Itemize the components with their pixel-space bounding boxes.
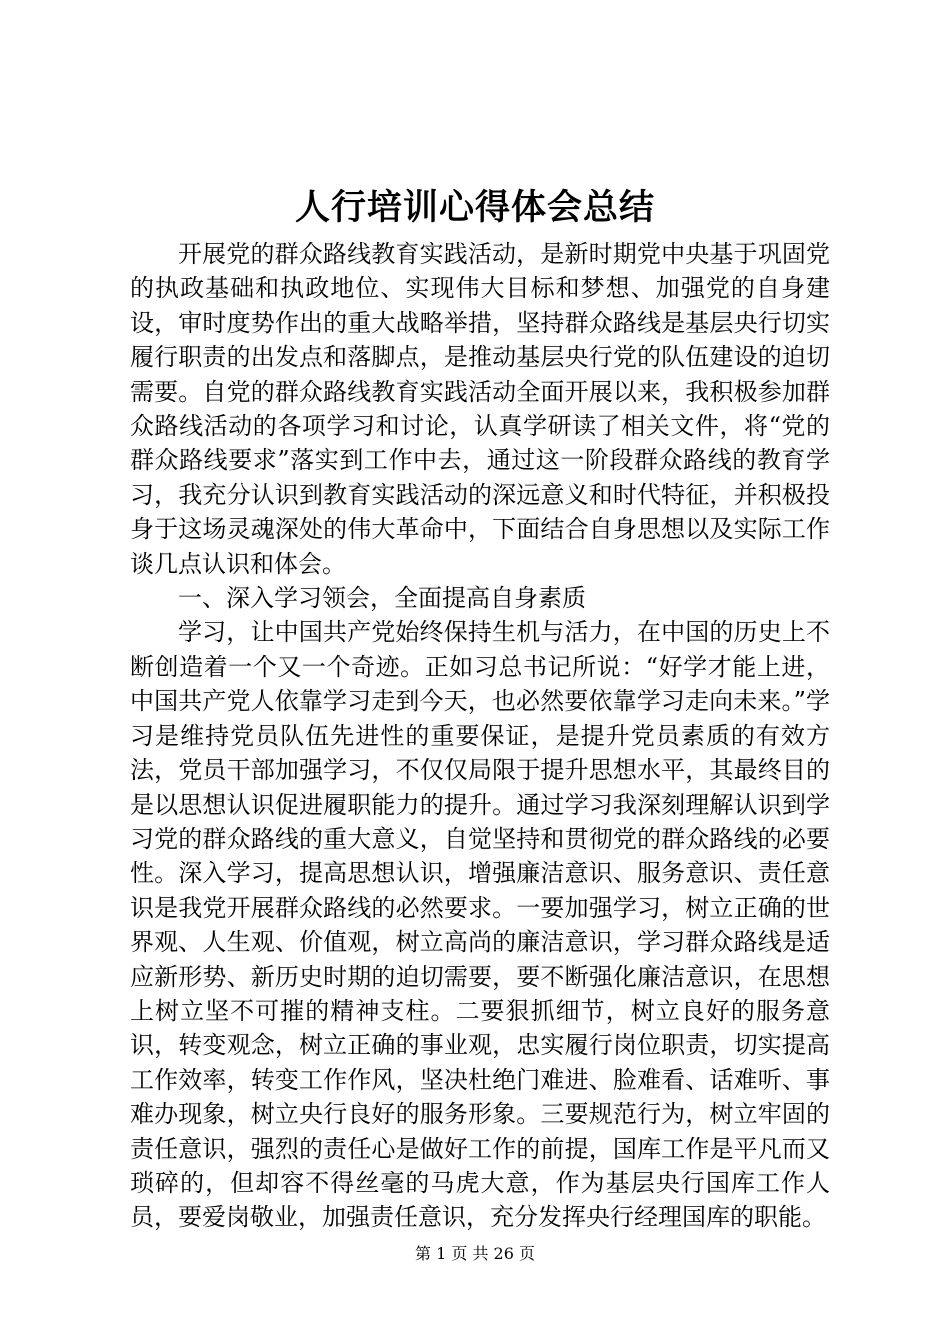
section-heading: 一、深入学习领会，全面提高自身素质: [178, 584, 586, 613]
intro-paragraph: 开展党的群众路线教育实践活动，是新时期党中央基于巩固党的执政基础和执政地位、实现伟大目标和梦想、加强党的自身建设，审时度势作出的重大战略举措，坚持群众路线是基层央行切实履行职责的出发点和落脚点，是推动基层央行党的队伍建设的迫切需要。自党的群众路线教育实践活动全面开展以来，我积极参加群众路线活动的各项学习和讨论，认真学研读了相关文件，将“党的群众路线要求”落实到工作中去，通过这一阶段群众路线的教育学习，我充分认识到教育实践活动的深远意义和时代特征，并积极投身于这场灵魂深处的伟大革命中，下面结合自身思想以及实际工作谈几点认识和体会。: [130, 240, 830, 578]
body-paragraph: 学习，让中国共产党始终保持生机与活力，在中国的历史上不断创造着一个又一个奇迹。正如习总书记所说：“好学才能上进，中国共产党人依靠学习走到今天，也必然要依靠学习走向未来。”学习是维持党员队伍先进性的重要保证，是提升党员素质的有效方法，党员干部加强学习，不仅仅局限于提升思想水平，其最终目的是以思想认识促进履职能力的提升。通过学习我深刻理解认识到学习党的群众路线的重大意义，自觉坚持和贯彻党的群众路线的必要性。深入学习，提高思想认识，增强廉洁意识、服务意识、责任意识是我党开展群众路线的必然要求。一要加强学习，树立正确的世界观、人生观、价值观，树立高尚的廉洁意识，学习群众路线是适应新形势、新历史时期的迫切需要，要不断强化廉洁意识，在思想上树立坚不可摧的精神支柱。二要狠抓细节，树立良好的服务意识，转变观念，树立正确的事业观，忠实履行岗位职责，切实提高工作效率，转变工作作风，坚决杜绝门难进、脸难看、话难听、事难办现象，树立央行良好的服务形象。三要规范行为，树立牢固的责任意识，强烈的责任心是做好工作的前提，国库工作是平凡而又琐碎的，但却容不得丝毫的马虎大意，作为基层央行国库工作人员，要爱岗敬业，加强责任意识，充分发挥央行经理国库的职能。: [130, 618, 830, 1232]
page-number-footer: 第 1 页 共 26 页: [415, 1244, 535, 1263]
document-title: 人行培训心得体会总结: [294, 187, 655, 228]
document-body: [130, 237, 830, 1235]
